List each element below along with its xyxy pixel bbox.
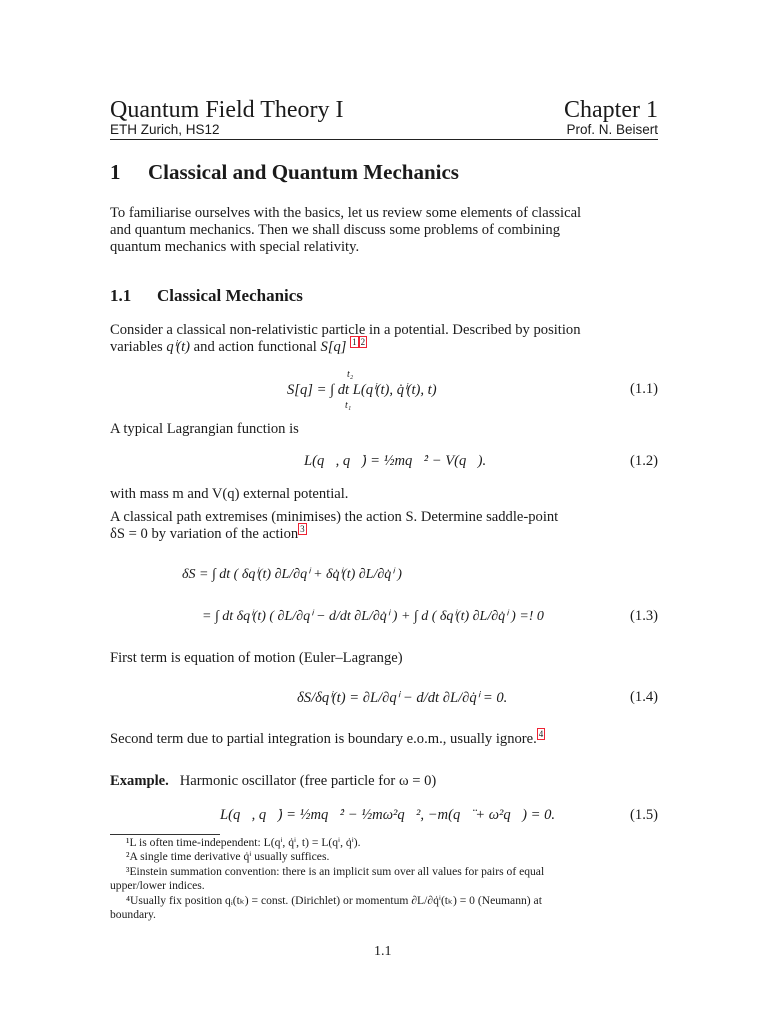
- example-label: Example.: [110, 773, 169, 789]
- footnote-rule: [110, 834, 220, 835]
- para-4-text: δS = 0 by variation of the action: [110, 526, 299, 542]
- subsection-title: Classical Mechanics: [157, 286, 303, 305]
- equation-number-1-5: (1.5): [630, 807, 658, 823]
- para-1-line-1: Consider a classical non-relativistic particle in a potential. Described by position: [110, 322, 581, 338]
- eq-1-1-lower-limit: t₁: [345, 400, 352, 411]
- equation-1-1: S[q] = ∫ dt L(qⁱ(t), q̇ⁱ(t), t): [287, 382, 437, 398]
- equation-1-4: δS/δqⁱ(t) = ∂L/∂qⁱ − d/dt ∂L/∂q̇ⁱ = 0.: [297, 690, 508, 706]
- para-5: First term is equation of motion (Euler–Lagrange): [110, 650, 403, 666]
- equation-1-3-line-1: δS = ∫ dt ( δqⁱ(t) ∂L/∂qⁱ + δq̇ⁱ(t) ∂L/∂q̇ⁱ ): [182, 567, 402, 582]
- para-3: with mass m and V(q) external potential.: [110, 486, 349, 502]
- footnote-link-1[interactable]: 1: [352, 337, 357, 348]
- footnote-link-2[interactable]: 2: [360, 337, 366, 348]
- var-q-of-t: qⁱ(t): [166, 339, 191, 355]
- example-line: [110, 773, 436, 790]
- equation-number-1-3: (1.3): [630, 608, 658, 624]
- equation-number-1-1: (1.1): [630, 381, 658, 397]
- footnote-3-cont: upper/lower indices.: [110, 879, 205, 892]
- equation-1-3-line-2: = ∫ dt δqⁱ(t) ( ∂L/∂qⁱ − d/dt ∂L/∂q̇ⁱ ) + ∫ d ( δqⁱ(t) ∂L/∂q̇ⁱ ) =! 0: [202, 609, 544, 624]
- para-6-text: Second term due to partial integration is boundary e.o.m., usually ignore.: [110, 731, 537, 747]
- para-4-line-1: A classical path extremises (minimises) the action S. Determine saddle-point: [110, 509, 559, 525]
- intro-line-2: and quantum mechanics. Then we shall discuss some problems of combining: [110, 222, 561, 238]
- footnote-link-4[interactable]: 4: [538, 729, 544, 740]
- para-1-text-c: and action functional: [190, 339, 321, 355]
- chapter-label: Chapter 1: [564, 97, 658, 123]
- equation-1-2: L(q⃗, q⃗̇) = ½mq⃗̇² − V(q⃗).: [304, 453, 487, 469]
- intro-line-3: quantum mechanics with special relativity.: [110, 239, 360, 255]
- para-4-line-2: [110, 526, 307, 543]
- institution: ETH Zurich, HS12: [110, 122, 220, 137]
- course-title: Quantum Field Theory I: [110, 97, 344, 123]
- para-1-text-a: variables: [110, 339, 167, 355]
- var-S-of-q: S[q]: [320, 339, 347, 355]
- footnote-3: ³Einstein summation convention: there is an implicit sum over all values for pairs of equal: [126, 865, 545, 878]
- footnote-4-cont: boundary.: [110, 908, 156, 921]
- footnote-link-3[interactable]: 3: [300, 524, 305, 535]
- section-title: Classical and Quantum Mechanics: [148, 160, 459, 184]
- equation-number-1-2: (1.2): [630, 453, 658, 469]
- equation-1-5: L(q⃗, q⃗̇) = ½mq⃗̇² − ½mω²q⃗², −m(q⃗̈ + ω²q⃗) = 0.: [220, 807, 556, 823]
- footnote-4: ⁴Usually fix position qᵢ(tₖ) = const. (Dirichlet) or momentum ∂L/∂q̇ⁱ(tₖ) = 0 (Neumann) at: [126, 894, 542, 907]
- intro-line-1: To familiarise ourselves with the basics, let us review some elements of classical: [110, 205, 582, 221]
- para-1-line-2: [110, 339, 367, 356]
- eq-1-1-upper-limit: t₂: [347, 369, 354, 380]
- subsection-number: 1.1: [110, 286, 132, 305]
- page-number: 1.1: [374, 944, 392, 959]
- para-6: [110, 731, 545, 748]
- header-rule: [110, 139, 658, 140]
- equation-number-1-4: (1.4): [630, 689, 658, 705]
- example-text: Harmonic oscillator (free particle for ω = 0): [179, 773, 437, 789]
- footnote-1: ¹L is often time-independent: L(qⁱ, q̇ⁱ, t) = L(qⁱ, q̇ⁱ).: [126, 836, 361, 849]
- professor: Prof. N. Beisert: [566, 122, 658, 137]
- para-2: A typical Lagrangian function is: [110, 421, 299, 437]
- section-number: 1: [110, 160, 121, 184]
- footnote-2: ²A single time derivative q̇ⁱ usually suffices.: [126, 850, 330, 863]
